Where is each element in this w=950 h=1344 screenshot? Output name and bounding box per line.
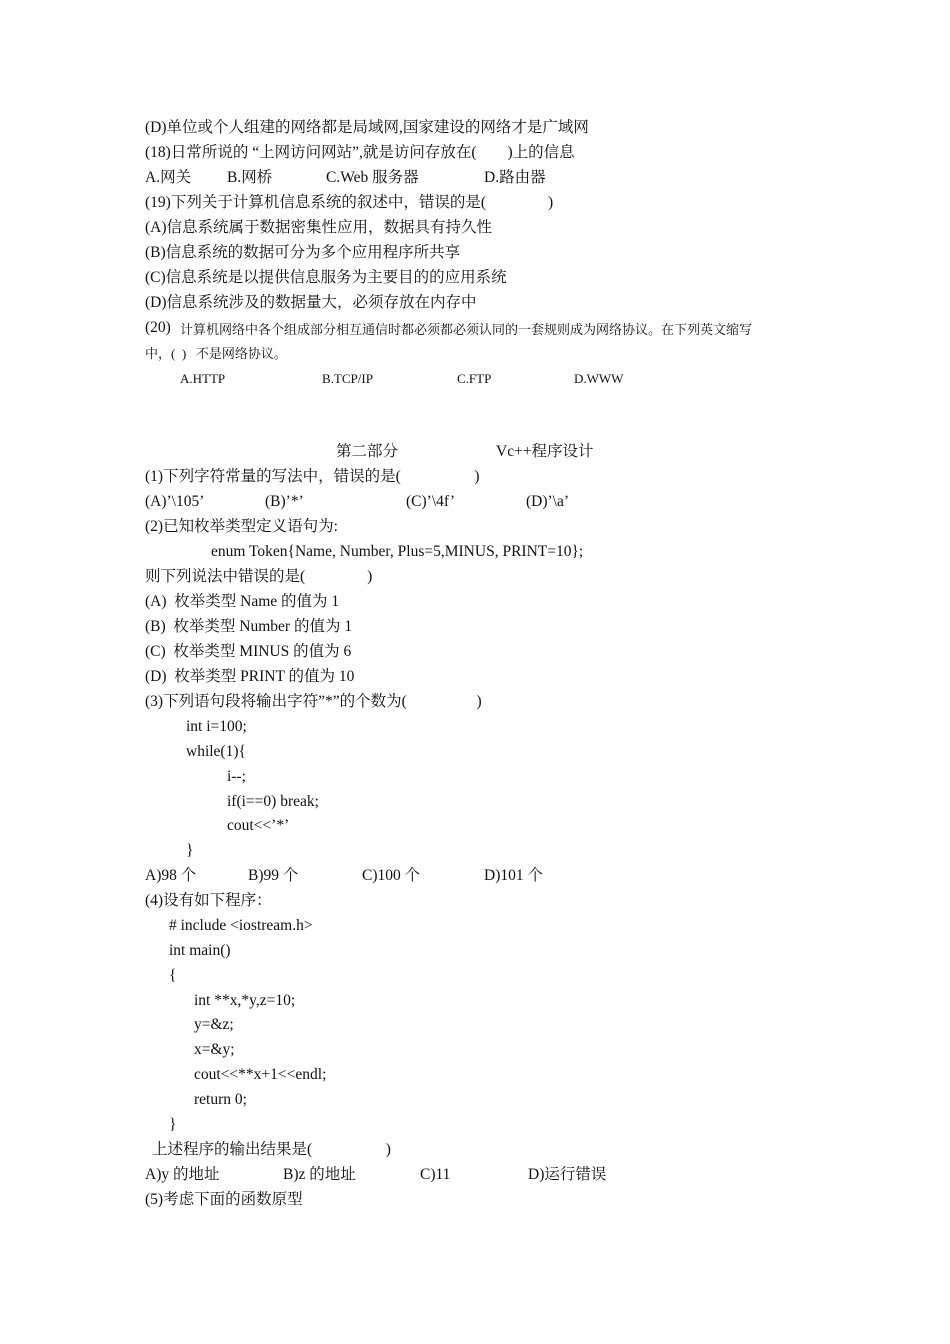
p2-q2-option-a: (A) 枚举类型 Name 的值为 1 [145, 593, 340, 610]
p2-q1-option-b: (B)’*’ [265, 493, 304, 510]
p2-q4-code-line: } [169, 1116, 177, 1133]
p2-q3-code-line: while(1){ [186, 743, 246, 760]
p2-q4-option-d: D)运行错误 [528, 1166, 607, 1183]
q19-option-b: (B)信息系统的数据可分为多个应用程序所共享 [145, 244, 461, 261]
q19-stem: (19)下列关于计算机信息系统的叙述中，错误的是( ) [145, 194, 554, 211]
p2-q4-ask: 上述程序的输出结果是( ) [152, 1141, 391, 1158]
p2-q4-code-line: { [169, 967, 177, 984]
q18-option-b: B.网桥 [227, 169, 273, 186]
q18-option-d: D.路由器 [484, 169, 546, 186]
p2-q3-stem: (3)下列语句段将输出字符”*”的个数为( ) [145, 693, 482, 710]
q19-option-c: (C)信息系统是以提供信息服务为主要目的的应用系统 [145, 269, 507, 286]
p2-q3-code-line: i--; [227, 768, 246, 785]
p2-q2-option-d: (D) 枚举类型 PRINT 的值为 10 [145, 668, 355, 685]
p2-q4-option-b: B)z 的地址 [283, 1166, 356, 1183]
q20-stem-line2: 中，( ) 不是网络协议。 [145, 346, 287, 361]
p2-q3-code-line: } [186, 842, 194, 859]
p2-q4-option-a: A)y 的地址 [145, 1166, 220, 1183]
p2-q3-code-line: int i=100; [186, 718, 247, 735]
p2-q2-option-b: (B) 枚举类型 Number 的值为 1 [145, 618, 353, 635]
p2-q1-stem: (1)下列字符常量的写法中，错误的是( ) [145, 468, 480, 485]
q17-option-d: (D)单位或个人组建的网络都是局域网,国家建设的网络才是广域网 [145, 119, 589, 136]
q20-option-a: A.HTTP [180, 371, 226, 386]
q20-option-d: D.WWW [574, 371, 624, 386]
p2-q3-code-line: cout<<’*’ [227, 817, 290, 834]
part2-heading-label: 第二部分 [336, 443, 399, 460]
p2-q3-option-b: B)99 个 [248, 867, 299, 884]
q20-option-b: B.TCP/IP [322, 371, 373, 386]
p2-q1-option-a: (A)’\105’ [145, 493, 205, 510]
q20-stem-line1: 计算机网络中各个组成部分相互通信时都必须都必须认同的一套规则成为网络协议。在下列英文缩写 [180, 322, 753, 337]
q20-number: (20) [145, 319, 171, 336]
p2-q2-ask: 则下列说法中错误的是( ) [145, 568, 373, 585]
p2-q4-code-line: # include <iostream.h> [169, 917, 313, 934]
p2-q4-code-line: int main() [169, 942, 231, 959]
q18-stem: (18)日常所说的 “上网访问网站”,就是访问存放在( )上的信息 [145, 144, 575, 161]
p2-q3-code-line: if(i==0) break; [227, 793, 319, 810]
q19-option-d: (D)信息系统涉及的数据量大，必须存放在内存中 [145, 294, 477, 311]
p2-q4-option-c: C)11 [420, 1166, 451, 1183]
p2-q5-stem: (5)考虑下面的函数原型 [145, 1191, 303, 1208]
q20-option-c: C.FTP [457, 371, 492, 386]
p2-q4-code-line: return 0; [194, 1091, 247, 1108]
p2-q4-stem: (4)设有如下程序： [145, 892, 272, 909]
q19-option-a: (A)信息系统属于数据密集性应用，数据具有持久性 [145, 219, 493, 236]
p2-q1-option-c: (C)’\4f’ [406, 493, 456, 510]
p2-q4-code-line: y=&z; [194, 1016, 234, 1033]
p2-q3-option-c: C)100 个 [362, 867, 421, 884]
p2-q3-option-d: D)101 个 [484, 867, 543, 884]
p2-q1-option-d: (D)’\a’ [526, 493, 570, 510]
p2-q2-code: enum Token{Name, Number, Plus=5,MINUS, PRINT=10}; [211, 543, 584, 560]
p2-q4-code-line: int **x,*y,z=10; [194, 992, 296, 1009]
part2-heading-title: Vc++程序设计 [496, 443, 594, 460]
p2-q2-stem: (2)已知枚举类型定义语句为: [145, 518, 338, 535]
q18-option-c: C.Web 服务器 [326, 169, 419, 186]
q18-option-a: A.网关 [145, 169, 192, 186]
p2-q3-option-a: A)98 个 [145, 867, 197, 884]
p2-q4-code-line: x=&y; [194, 1041, 235, 1058]
p2-q4-code-line: cout<<**x+1<<endl; [194, 1066, 327, 1083]
p2-q2-option-c: (C) 枚举类型 MINUS 的值为 6 [145, 643, 352, 660]
